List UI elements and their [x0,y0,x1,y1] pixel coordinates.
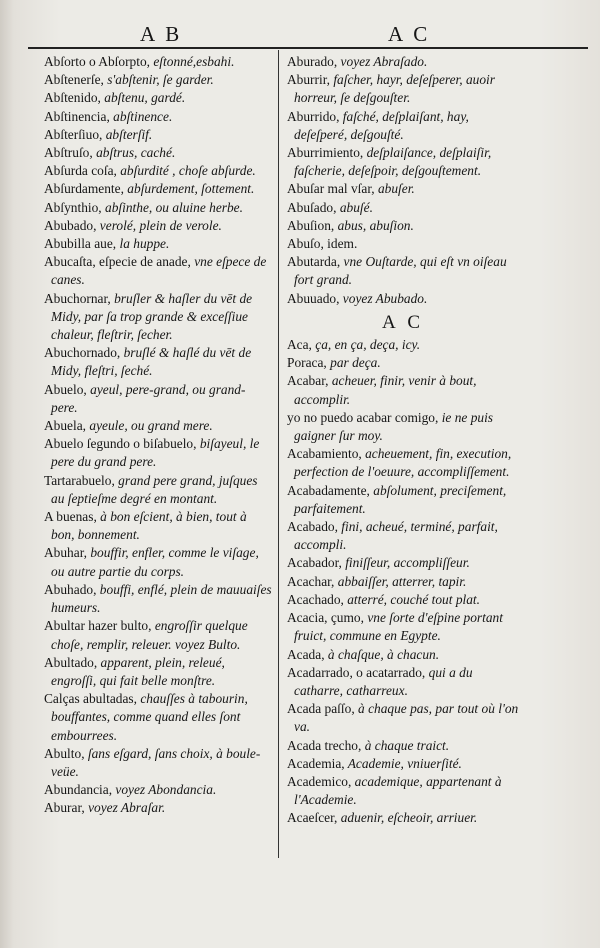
gloss: à chaſque, à chacun. [324,646,440,662]
dictionary-entry [287,354,519,372]
gloss: finiſſeur, accompliſſeur. [341,555,470,571]
dictionary-entry [287,809,519,827]
gloss: à chaque pas, par tout où l'on va. [294,701,519,735]
headword: Abuſado, [287,199,337,215]
dictionary-entry [44,290,272,345]
gloss: ſans eſgard, ſans choix, à boule-veüe. [51,745,261,779]
gloss: abſterſif. [102,126,153,142]
gloss: bruſler & haſler du vēt de Midy, par ſa trop grande & exceſſiue chaleur, fleſtrir, ſecher. [51,290,253,343]
dictionary-entry [287,573,519,591]
dictionary-entry [44,217,272,235]
headword: Abuuado, [287,290,340,306]
dictionary-entry [44,581,272,617]
gloss: ie ne puis gaigner ſur moy. [294,409,494,444]
gloss: eſtonné,esbahi. [150,54,235,69]
dictionary-entry [287,372,519,408]
gloss: abus, abuſion. [334,217,414,233]
headword: Abuela, [44,418,87,434]
gloss: voyez Abubado. [339,290,428,306]
gloss: voyez Abraſado. [337,54,428,69]
gloss: ayeule, ou grand mere. [86,418,213,434]
headword: Abuchornar, [44,290,111,306]
dictionary-entry [287,445,519,481]
dictionary-entry [44,108,272,126]
dictionary-entry [287,737,519,755]
right-column-entries-ab [287,53,519,308]
gloss: Academie, vniuerſité. [344,755,462,771]
dictionary-entry [44,508,272,544]
gloss: engroſſir quelque choſe, remplir, releuer. voyez Bulto. [51,618,248,652]
dictionary-entry [44,253,272,289]
headword: Aburrir, [287,72,330,88]
headword: Abubado, [44,217,97,233]
headword: Abuſo, idem. [287,236,358,252]
headword: Abuſion, [287,217,335,233]
dictionary-entry [287,773,519,809]
headword: Acaeſcer, [287,810,338,826]
headword: Abutarda, [287,254,341,270]
gloss: qui a du catharre, catharreux. [294,664,473,698]
headword: Acacia, çumo, [287,610,364,626]
dictionary-entry [287,180,519,198]
headword: Abuchornado, [44,345,121,361]
headword: Academico, [287,773,352,789]
gloss: à chaque traict. [361,737,450,753]
dictionary-entry [287,646,519,664]
headword: Abucaſta, eſpecie de anade, [44,254,191,270]
headword: Abſynthio, [44,199,102,215]
gloss: voyez Abondancia. [112,782,217,798]
gloss: abbaiſſer, atterrer, tapir. [334,573,467,589]
left-column [44,53,272,818]
gloss: fini, acheué, terminé, parfait, accompli. [294,519,498,553]
headword: Abultado, [44,654,98,670]
dictionary-entry [44,53,272,71]
gloss: abſinthe, ou aluine herbe. [101,199,243,215]
dictionary-entry [44,690,272,745]
gloss: vne eſpece de canes. [51,254,267,288]
dictionary-entry [44,126,272,144]
gloss: vne Ouſtarde, qui eſt vn oiſeau fort grand. [294,254,507,288]
dictionary-entry [44,799,272,817]
headword: Abultar hazer bulto, [44,618,152,634]
gloss: abuſer. [374,181,415,197]
headword: Aca, [287,337,312,353]
right-column-entries-ac [287,336,519,827]
dictionary-entry [287,755,519,773]
headword: Abuſar mal vſar, [287,181,375,197]
dictionary-entry [287,253,519,289]
gloss: academique, appartenant à l'Academie. [294,773,502,808]
gloss: deſplaiſance, deſplaiſir, faſcherie, deſeſpoir, deſgouſtement. [294,145,492,179]
gloss: bouffir, enfler, comme le viſage, ou autre partie du corps. [51,545,259,579]
headword: Calças abultadas, [44,691,137,707]
dictionary-entry [44,199,272,217]
gloss: faſcher, hayr, deſeſperer, auoir horreur, ſe deſgouſter. [294,72,495,106]
gloss: ayeul, pere-grand, ou grand-pere. [51,381,246,415]
dictionary-entry [287,336,519,354]
dictionary-entry [44,144,272,162]
gloss: abſurdité , choſe abſurde. [116,163,256,179]
gloss: aduenir, eſcheoir, arriuer. [337,810,478,826]
dictionary-entry [287,609,519,645]
dictionary-entry [44,617,272,653]
headword: Abſtenerſe, [44,72,104,88]
headword: Academia, [287,755,345,771]
dictionary-entry [44,162,272,180]
headword: Acadarrado, o acatarrado, [287,664,426,680]
headword: Tartarabuelo, [44,472,115,488]
gloss: acheuement, fin, execution, perfection de l'oeuure, accompliſſement. [294,446,512,480]
header-rule [28,47,588,49]
gloss: verolé, plein de verole. [96,217,222,233]
headword: Acabador, [287,555,342,571]
dictionary-entry [287,71,519,107]
gloss: par deça. [326,355,381,371]
headword: Abundancia, [44,782,113,798]
dictionary-entry [44,344,272,380]
dictionary-entry [287,554,519,572]
gloss: abſolument, preciſement, parfaitement. [294,482,507,516]
gloss: la huppe. [116,236,170,252]
gloss: biſayeul, le pere du grand pere. [51,436,260,470]
gloss: atterré, couché tout plat. [343,591,481,607]
dictionary-entry [44,417,272,435]
gloss: bouffi, enflé, plein de mauuaiſes humeurs. [51,581,272,616]
headword: Abſtruſo, [44,145,93,161]
gloss: voyez Abraſar. [84,800,166,816]
column-divider [278,50,279,858]
headword: Abſurda coſa, [44,163,117,179]
dictionary-entry [44,235,272,253]
dictionary-entry [44,472,272,508]
dictionary-entry [44,435,272,471]
gloss: bruſlé & haſlé du vēt de Midy, fleſtri, ſeché. [51,345,252,379]
gloss: faſché, deſplaiſant, hay, deſeſperé, deſgouſté. [294,108,469,142]
headword: Abſurdamente, [44,181,124,197]
gloss: apparent, plein, releué, engroſſi, qui fait belle monſtre. [51,654,225,688]
dictionary-entry [44,381,272,417]
dictionary-entry [287,235,519,253]
gloss: abſtinence. [109,108,173,124]
dictionary-entry [287,482,519,518]
headword: Acada paſſo, [287,701,355,717]
headword: Abuhado, [44,581,97,597]
headword: Aburrido, [287,108,340,124]
headword: Abſterſiuo, [44,126,103,142]
headword: Abuelo, [44,381,87,397]
dictionary-entry [287,591,519,609]
gloss: chauſſes à tabourin, bouffantes, comme quand elles ſont embourrees. [51,691,248,743]
headword: Abulto, [44,745,85,761]
gloss: ça, en ça, deça, icy. [311,337,421,353]
dictionary-entry [287,290,519,308]
dictionary-entry [287,144,519,180]
dictionary-entry [287,664,519,700]
headword: Abſtenido, [44,90,101,106]
right-column [287,53,519,828]
headword: Acabado, [287,519,338,535]
gloss: à bon eſcient, à bien, tout à bon, bonnement. [51,509,247,543]
dictionary-entry [44,745,272,781]
gloss: grand pere grand, juſques au ſeptieſme degré en montant. [51,472,258,506]
gloss: vne ſorte d'eſpine portant fruict, commune en Egypte. [294,610,503,644]
running-head-right: A C [388,22,431,46]
running-head-left: A B [140,22,183,46]
headword: Acachar, [287,573,335,589]
dictionary-entry [287,217,519,235]
dictionary-entry [287,53,519,71]
headword: Acabadamente, [287,482,370,498]
dictionary-entry [287,518,519,554]
gloss: abuſé. [336,199,373,215]
headword: Acada, [287,646,325,662]
headword: Aburado, [287,54,338,69]
dictionary-entry [44,89,272,107]
dictionary-entry [287,108,519,144]
headword: yo no puedo acabar comigo, [287,409,439,425]
gloss: s'abſtenir, ſe garder. [103,72,214,88]
gloss: abſtenu, gardé. [100,90,186,106]
headword: Acada trecho, [287,737,362,753]
headword: Aburrimiento, [287,145,364,161]
headword: Abuhar, [44,545,87,561]
section-heading-ac: A C [381,311,425,333]
dictionary-entry [44,781,272,799]
gloss: abſtrus, caché. [92,145,176,161]
headword: Acabar, [287,373,329,389]
headword: Abubilla aue, [44,236,117,252]
headword: Aburar, [44,800,85,816]
headword: Acachado, [287,591,344,607]
headword: Acabamiento, [287,446,362,462]
dictionary-entry [44,71,272,89]
gloss: acheuer, finir, venir à bout, accomplir. [294,373,477,407]
gloss: abſurdement, ſottement. [123,181,255,197]
dictionary-entry [44,180,272,198]
headword: Abſorto o Abſorpto, [44,54,151,69]
headword: Abſtinencia, [44,108,110,124]
dictionary-entry [287,700,519,736]
headword: A buenas, [44,509,97,525]
headword: Abuelo ſegundo o biſabuelo, [44,436,197,452]
dictionary-entry [287,409,519,445]
dictionary-entry [44,544,272,580]
dictionary-entry [287,199,519,217]
dictionary-entry [44,654,272,690]
headword: Poraca, [287,355,327,371]
